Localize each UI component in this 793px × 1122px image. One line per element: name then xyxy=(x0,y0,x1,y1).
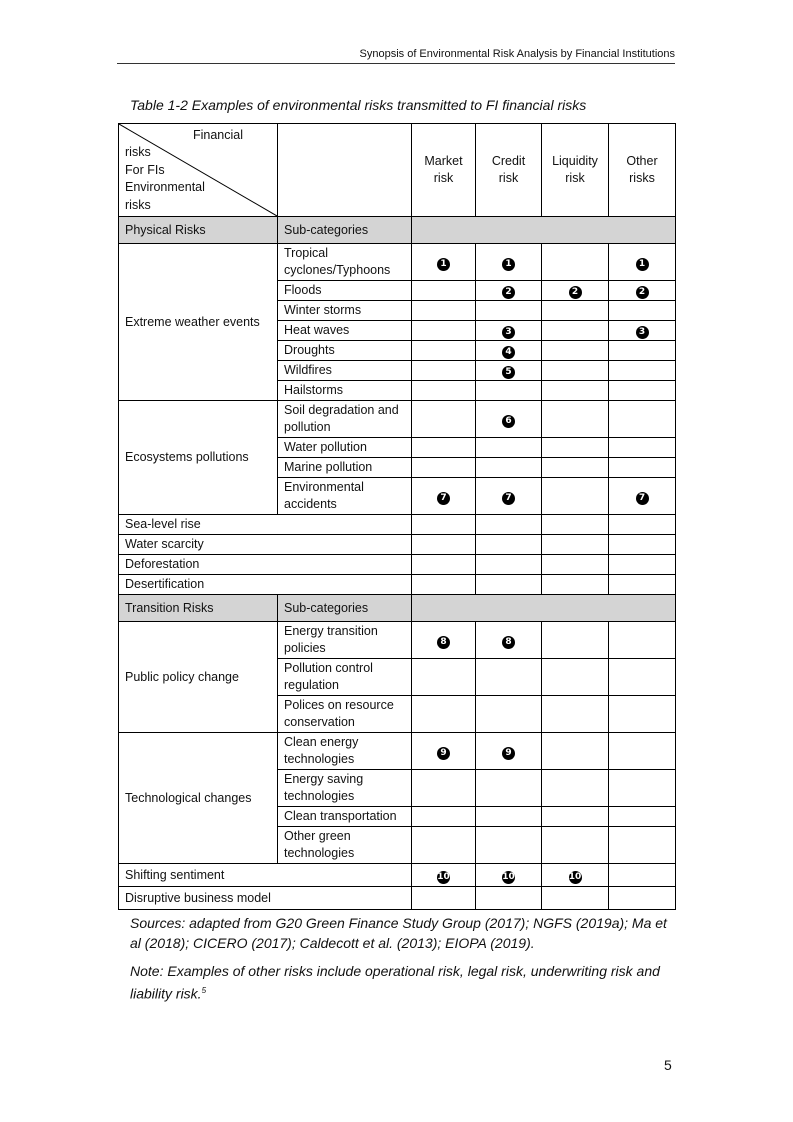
footnote xyxy=(130,961,670,1004)
cell xyxy=(609,733,676,770)
cell xyxy=(542,555,609,575)
cell xyxy=(542,696,609,733)
risk-table xyxy=(118,123,676,910)
row-label: Wildfires xyxy=(278,361,412,381)
cell xyxy=(476,458,542,478)
table-row xyxy=(119,733,676,770)
table-row xyxy=(119,535,676,555)
row-label: Marine pollution xyxy=(278,458,412,478)
cell xyxy=(542,341,609,361)
table-row xyxy=(119,622,676,659)
mark-6-icon: 6 xyxy=(502,415,515,428)
mark-7-icon: 7 xyxy=(437,492,450,505)
cell xyxy=(542,659,609,696)
cell xyxy=(412,696,476,733)
cell xyxy=(609,807,676,827)
cell xyxy=(542,281,609,301)
cell xyxy=(476,321,542,341)
corner-line: risks xyxy=(125,197,151,212)
cell xyxy=(476,827,542,864)
cell xyxy=(609,827,676,864)
row-label: Winter storms xyxy=(278,301,412,321)
mark-8-icon: 8 xyxy=(437,636,450,649)
mark-7-icon: 7 xyxy=(502,492,515,505)
mark-10-icon: 10 xyxy=(437,871,450,882)
cell xyxy=(542,458,609,478)
cell xyxy=(412,659,476,696)
cell xyxy=(542,864,609,887)
cell xyxy=(476,659,542,696)
row-label: Energy transition policies xyxy=(278,622,412,659)
cell xyxy=(609,555,676,575)
mark-8-icon: 8 xyxy=(502,636,515,649)
cell xyxy=(609,478,676,515)
section-shade xyxy=(412,217,676,244)
cell xyxy=(542,301,609,321)
cell xyxy=(542,807,609,827)
cell xyxy=(476,864,542,887)
cell xyxy=(476,696,542,733)
cell xyxy=(476,244,542,281)
cell xyxy=(542,887,609,910)
row-label: Water scarcity xyxy=(119,535,412,555)
page-number: 5 xyxy=(664,1057,672,1073)
cell xyxy=(412,770,476,807)
cell xyxy=(542,535,609,555)
corner-financial-label: Financial xyxy=(192,128,243,142)
cell xyxy=(476,575,542,595)
cell xyxy=(412,478,476,515)
cell xyxy=(412,515,476,535)
cell xyxy=(609,438,676,458)
cell xyxy=(412,864,476,887)
cell xyxy=(412,281,476,301)
mark-3-icon: 3 xyxy=(636,326,649,339)
cell xyxy=(609,659,676,696)
mark-10-icon: 10 xyxy=(502,871,515,882)
cell xyxy=(609,341,676,361)
corner-left-labels xyxy=(125,144,205,214)
running-header: Synopsis of Environmental Risk Analysis by Financial Institutions xyxy=(117,48,675,64)
cell xyxy=(609,515,676,535)
cell xyxy=(609,458,676,478)
section-shade xyxy=(412,595,676,622)
table-row xyxy=(119,887,676,910)
cell xyxy=(609,864,676,887)
cell xyxy=(412,381,476,401)
corner-line: For FIs xyxy=(125,162,165,177)
row-label: Energy saving technologies xyxy=(278,770,412,807)
cell xyxy=(476,622,542,659)
cell xyxy=(609,281,676,301)
table-row xyxy=(119,244,676,281)
cell xyxy=(412,827,476,864)
cell xyxy=(476,361,542,381)
cell xyxy=(476,887,542,910)
cell xyxy=(542,622,609,659)
subcategories-label: Sub-categories xyxy=(278,217,412,244)
cell xyxy=(476,438,542,458)
cell xyxy=(542,515,609,535)
cell xyxy=(609,575,676,595)
row-label: Desertification xyxy=(119,575,412,595)
cell xyxy=(609,622,676,659)
table-row xyxy=(119,401,676,438)
mark-1-icon: 1 xyxy=(636,258,649,271)
cell xyxy=(542,321,609,341)
mark-3-icon: 3 xyxy=(502,326,515,339)
cell xyxy=(412,438,476,458)
corner-line: risks xyxy=(125,145,151,159)
row-label: Hailstorms xyxy=(278,381,412,401)
cell xyxy=(609,401,676,438)
mark-5-icon: 5 xyxy=(502,366,515,379)
note-superscript: 5 xyxy=(201,986,207,995)
table-caption: Table 1-2 Examples of environmental risks transmitted to FI financial risks xyxy=(130,97,587,113)
cell xyxy=(412,807,476,827)
row-label: Droughts xyxy=(278,341,412,361)
cell xyxy=(476,381,542,401)
transition-section-row xyxy=(119,595,676,622)
cell xyxy=(476,478,542,515)
row-label: Other green technologies xyxy=(278,827,412,864)
col-market-risk: Market risk xyxy=(412,124,476,217)
row-label: Disruptive business model xyxy=(119,887,412,910)
cell xyxy=(412,575,476,595)
row-label: Heat waves xyxy=(278,321,412,341)
note-text: Note: Examples of other risks include operational risk, legal risk, underwriting risk and liability risk. xyxy=(130,963,660,1002)
blank-header-cell xyxy=(278,124,412,217)
cell xyxy=(412,555,476,575)
group-extreme-weather: Extreme weather events xyxy=(119,244,278,401)
mark-4-icon: 4 xyxy=(502,346,515,359)
row-label: Soil degradation and pollution xyxy=(278,401,412,438)
cell xyxy=(476,535,542,555)
col-other-risks: Other risks xyxy=(609,124,676,217)
row-label: Shifting sentiment xyxy=(119,864,412,887)
cell xyxy=(542,381,609,401)
table-row xyxy=(119,864,676,887)
cell xyxy=(609,887,676,910)
cell xyxy=(609,535,676,555)
row-label: Water pollution xyxy=(278,438,412,458)
cell xyxy=(609,301,676,321)
mark-1-icon: 1 xyxy=(502,258,515,271)
row-label: Tropical cyclones/Typhoons xyxy=(278,244,412,281)
mark-10-icon: 10 xyxy=(568,871,582,882)
cell xyxy=(476,807,542,827)
cell xyxy=(542,244,609,281)
cell xyxy=(476,301,542,321)
cell xyxy=(476,515,542,535)
row-label: Clean energy technologies xyxy=(278,733,412,770)
cell xyxy=(412,321,476,341)
cell xyxy=(476,341,542,361)
cell xyxy=(609,381,676,401)
row-label: Deforestation xyxy=(119,555,412,575)
mark-2-icon: 2 xyxy=(636,286,649,299)
cell xyxy=(609,770,676,807)
sources-note: Sources: adapted from G20 Green Finance Study Group (2017); NGFS (2019a); Ma et al (2018); CICERO (2017); Caldecott et al. (2013); EIOPA (2019). xyxy=(130,915,667,951)
cell xyxy=(542,361,609,381)
row-label: Environmental accidents xyxy=(278,478,412,515)
group-ecosystems: Ecosystems pollutions xyxy=(119,401,278,515)
row-label: Polices on resource conservation xyxy=(278,696,412,733)
cell xyxy=(476,733,542,770)
mark-2-icon: 2 xyxy=(502,286,515,299)
cell xyxy=(412,244,476,281)
cell xyxy=(412,535,476,555)
diagonal-header-cell xyxy=(119,124,278,217)
cell xyxy=(476,770,542,807)
cell xyxy=(542,478,609,515)
physical-section-row xyxy=(119,217,676,244)
subcategories-label: Sub-categories xyxy=(278,595,412,622)
cell xyxy=(609,244,676,281)
physical-risks-label: Physical Risks xyxy=(119,217,278,244)
cell xyxy=(412,622,476,659)
cell xyxy=(412,887,476,910)
group-technological: Technological changes xyxy=(119,733,278,864)
cell xyxy=(412,361,476,381)
col-liquidity-risk: Liquidity risk xyxy=(542,124,609,217)
cell xyxy=(542,438,609,458)
table-row xyxy=(119,575,676,595)
corner-line: Environmental xyxy=(125,180,205,194)
row-label: Pollution control regulation xyxy=(278,659,412,696)
transition-risks-label: Transition Risks xyxy=(119,595,278,622)
cell xyxy=(412,401,476,438)
table-row xyxy=(119,515,676,535)
cell xyxy=(412,733,476,770)
cell xyxy=(542,733,609,770)
cell xyxy=(476,401,542,438)
table-row xyxy=(119,555,676,575)
cell xyxy=(542,770,609,807)
cell xyxy=(412,301,476,321)
cell xyxy=(412,458,476,478)
cell xyxy=(476,555,542,575)
group-public-policy: Public policy change xyxy=(119,622,278,733)
row-label: Clean transportation xyxy=(278,807,412,827)
cell xyxy=(542,827,609,864)
mark-2-icon: 2 xyxy=(569,286,582,299)
row-label: Sea-level rise xyxy=(119,515,412,535)
mark-7-icon: 7 xyxy=(636,492,649,505)
cell xyxy=(542,401,609,438)
cell xyxy=(412,341,476,361)
mark-1-icon: 1 xyxy=(437,258,450,271)
row-label: Floods xyxy=(278,281,412,301)
mark-9-icon: 9 xyxy=(437,747,450,760)
cell xyxy=(609,361,676,381)
cell xyxy=(476,281,542,301)
cell xyxy=(542,575,609,595)
cell xyxy=(609,696,676,733)
cell xyxy=(609,321,676,341)
col-credit-risk: Credit risk xyxy=(476,124,542,217)
header-row xyxy=(119,124,676,217)
mark-9-icon: 9 xyxy=(502,747,515,760)
